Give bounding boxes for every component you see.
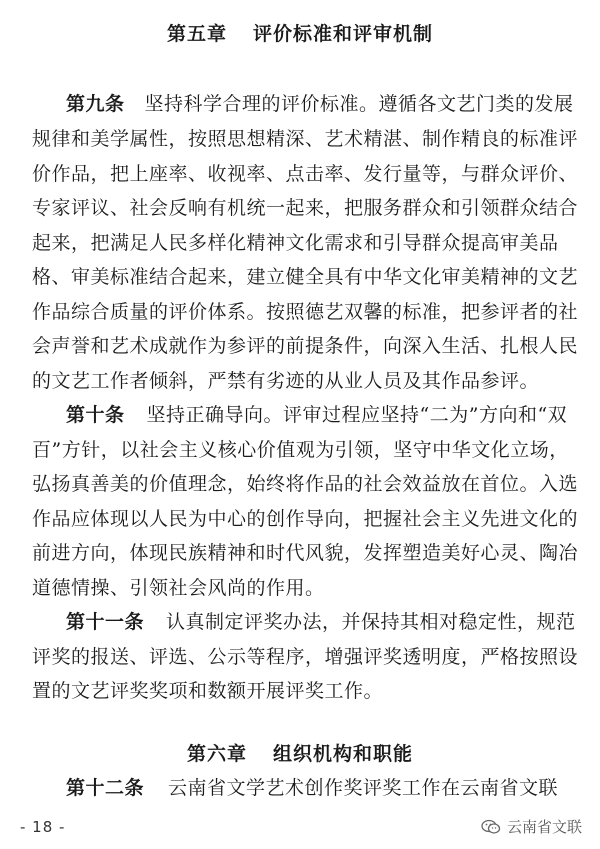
- article-9-line-7: 作品综合质量的评价体系。按照德艺双馨的标准，把参评者的社: [32, 301, 579, 323]
- article-9-heading: 第九条: [66, 93, 125, 115]
- article-10-line-1: 第十条 坚持正确导向。评审过程应坚持“二为”方向和“双: [66, 404, 568, 426]
- chapter-five-title: [0, 19, 600, 46]
- article-9-line-4: 专家评议、社会反响有机统一起来，把服务群众和引领群众结合: [32, 197, 579, 219]
- chapter-six-title: [0, 739, 600, 766]
- article-10-heading: 第十条: [66, 404, 125, 426]
- article-10-line-6: 道德情操、引领社会风尚的作用。: [32, 577, 325, 599]
- article-11-line-1: 第十一条 认真制定评奖办法，并保持其相对稳定性，规范: [66, 611, 576, 633]
- article-10-line-3: 弘扬真善美的价值理念，始终将作品的社会效益放在首位。入选: [32, 473, 579, 495]
- wechat-icon: [481, 819, 501, 835]
- article-9-line-5: 起来，把满足人民多样化精神文化需求和引导群众提高审美品: [32, 232, 559, 254]
- article-9-line-3: 价作品，把上座率、收视率、点击率、发行量等，与群众评价、: [32, 163, 579, 185]
- article-9-line-2: 规律和美学属性，按照思想精深、艺术精湛、制作精良的标准评: [32, 128, 579, 150]
- chapter-number: 第五章: [166, 23, 227, 45]
- article-9-line-6: 格、审美标准结合起来，建立健全具有中华文化审美精神的文艺: [32, 266, 579, 288]
- article-11-line-3: 置的文艺评奖奖项和数额开展评奖工作。: [32, 680, 384, 702]
- article-10-line-4: 作品应体现以人民为中心的创作导向，把握社会主义先进文化的: [32, 508, 579, 530]
- article-12-heading: 第十二条: [66, 777, 145, 799]
- article-9-line-8: 会声誉和艺术成就作为参评的前提条件，向深入生活、扎根人民: [32, 335, 579, 357]
- chapter-name: 组织机构和职能: [273, 743, 414, 765]
- article-11-heading: 第十一条: [66, 611, 145, 633]
- page-number: - 18 -: [20, 818, 66, 836]
- article-11-line-2: 评奖的报送、评选、公示等程序，增强评奖透明度，严格按照设: [32, 646, 579, 668]
- chapter-number: 第六章: [186, 743, 247, 765]
- chapter-name: 评价标准和评审机制: [253, 23, 434, 45]
- account-watermark: [477, 814, 586, 839]
- article-9-line-1: 第九条 坚持科学合理的评价标准。遵循各文艺门类的发展: [66, 93, 574, 115]
- article-9-line-9: 的文艺工作者倾斜，严禁有劣迹的从业人员及其作品参评。: [32, 370, 540, 392]
- article-12-line-1: 第十二条 云南省文学艺术创作奖评奖工作在云南省文联: [66, 777, 559, 799]
- article-10-line-2: 百”方针，以社会主义核心价值观为引领，坚守中华文化立场，: [32, 439, 569, 461]
- article-10-line-5: 前进方向，体现民族精神和时代风貌，发挥塑造美好心灵、陶冶: [32, 542, 579, 564]
- watermark-text: 云南省文联: [506, 818, 582, 836]
